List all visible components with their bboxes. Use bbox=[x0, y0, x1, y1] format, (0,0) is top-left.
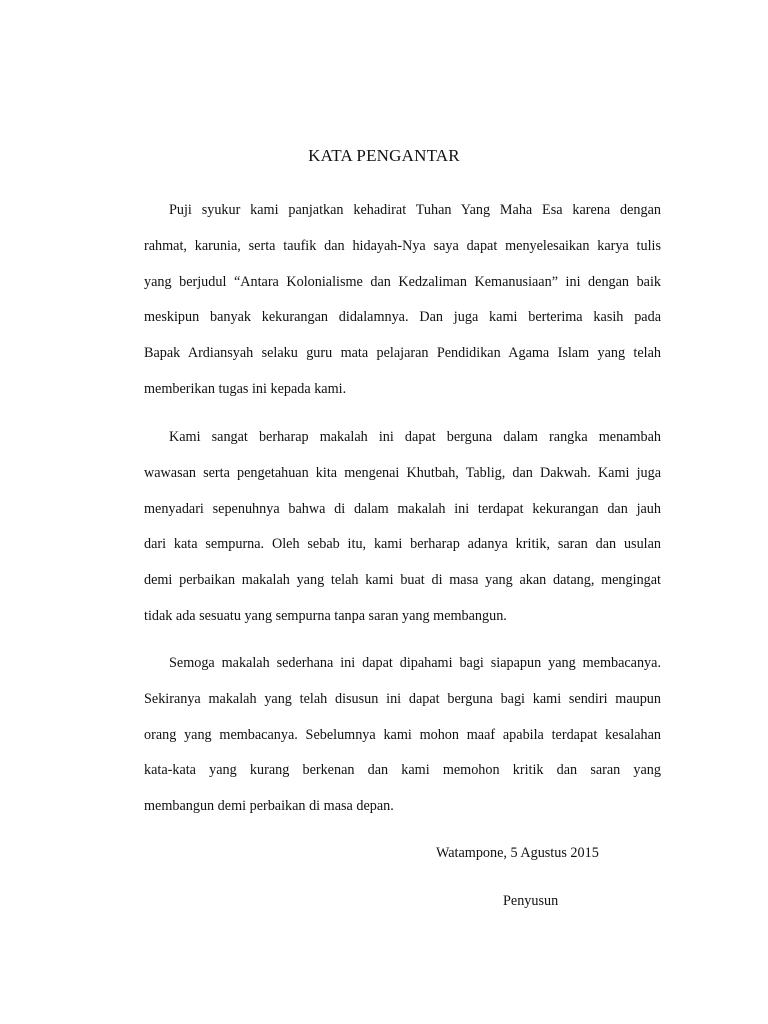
paragraph-3 bbox=[144, 646, 661, 825]
text-line: Bapak Ardiansyah selaku guru mata pelajaran Pendidikan Agama Islam yang telah bbox=[144, 345, 661, 362]
text-line: menyadari sepenuhnya bahwa di dalam makalah ini terdapat kekurangan dan jauh bbox=[144, 500, 661, 517]
paragraph-1 bbox=[144, 193, 661, 408]
text-line: memberikan tugas ini kepada kami. bbox=[144, 380, 347, 397]
text-line: wawasan serta pengetahuan kita mengenai Khutbah, Tablig, dan Dakwah. Kami juga bbox=[144, 464, 661, 481]
place-date: Watampone, 5 Agustus 2015 bbox=[436, 845, 599, 861]
text-line: demi perbaikan makalah yang telah kami buat di masa yang akan datang, mengingat bbox=[144, 572, 661, 589]
text-line: Puji syukur kami panjatkan kehadirat Tuhan Yang Maha Esa karena dengan bbox=[169, 202, 661, 218]
text-line: tidak ada sesuatu yang sempurna tanpa saran yang membangun. bbox=[144, 607, 507, 624]
text-line: dari kata sempurna. Oleh sebab itu, kami berharap adanya kritik, saran dan usulan bbox=[144, 536, 661, 553]
text-line: membangun demi perbaikan di masa depan. bbox=[144, 798, 394, 815]
text-line: orang yang membacanya. Sebelumnya kami mohon maaf apabila terdapat kesalahan bbox=[144, 726, 661, 743]
text-line: Kami sangat berharap makalah ini dapat berguna dalam rangka menambah bbox=[169, 429, 661, 445]
page-title: KATA PENGANTAR bbox=[308, 146, 460, 165]
text-line: Sekiranya makalah yang telah disusun ini dapat berguna bagi kami sendiri maupun bbox=[144, 690, 661, 707]
text-line: rahmat, karunia, serta taufik dan hidayah-Nya saya dapat menyelesaikan karya tulis bbox=[144, 237, 661, 254]
text-line: kata-kata yang kurang berkenan dan kami memohon kritik dan saran yang bbox=[144, 762, 661, 779]
paragraph-2 bbox=[144, 420, 661, 635]
text-line: Semoga makalah sederhana ini dapat dipahami bagi siapapun yang membacanya. bbox=[169, 655, 661, 671]
text-line: yang berjudul “Antara Kolonialisme dan Kedzaliman Kemanusiaan” ini dengan baik bbox=[144, 273, 661, 290]
text-line: meskipun banyak kekurangan didalamnya. Dan juga kami berterima kasih pada bbox=[144, 309, 661, 326]
signature-label: Penyusun bbox=[503, 893, 559, 909]
